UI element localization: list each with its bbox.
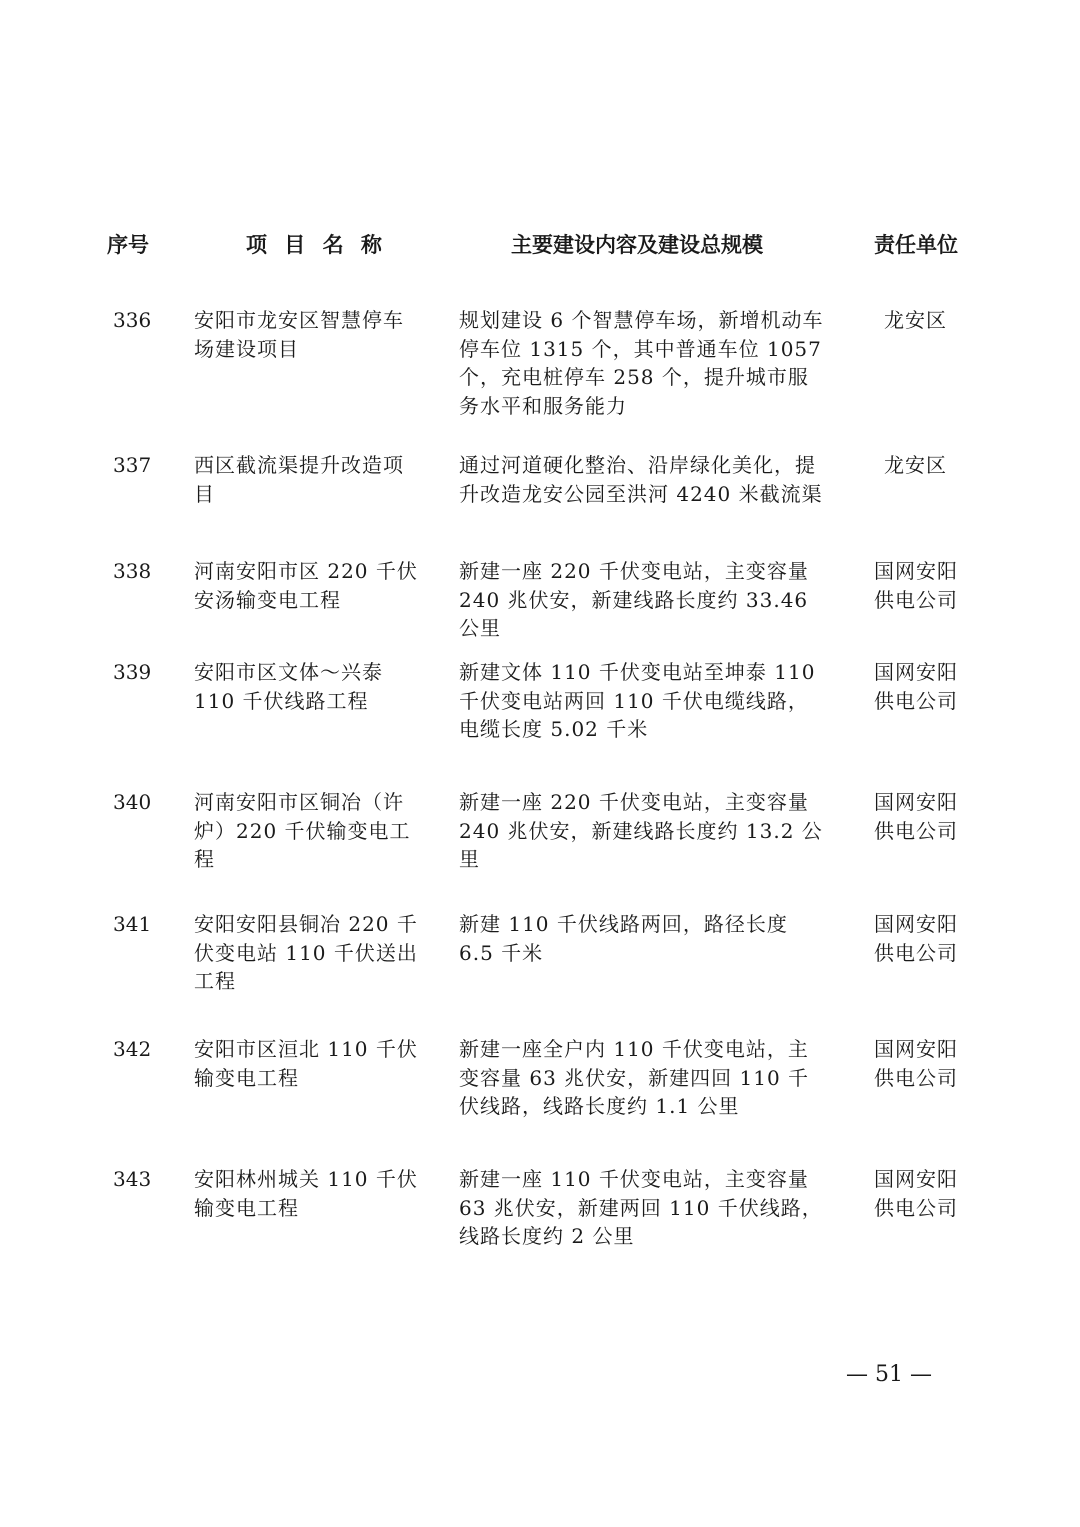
- row-construction-content: 新建一座全户内 110 千伏变电站，主变容量 63 兆伏安，新建四回 110 千伏线路，线路长度约 1.1 公里: [459, 1037, 810, 1118]
- row-serial-number: 338: [113, 559, 152, 583]
- row-project-name: 安阳林州城关 110 千伏输变电工程: [194, 1167, 418, 1220]
- row-construction-content: 通过河道硬化整治、沿岸绿化美化，提升改造龙安公园至洪河 4240 米截流渠: [459, 453, 823, 506]
- row-responsible-unit: 国网安阳供电公司: [874, 1167, 958, 1220]
- row-serial-number: 336: [113, 308, 152, 332]
- row-responsible-unit: 国网安阳供电公司: [874, 660, 958, 713]
- row-project-name: 西区截流渠提升改造项目: [194, 453, 404, 506]
- row-responsible-unit: 龙安区: [884, 453, 947, 477]
- row-project-name: 安阳市区洹北 110 千伏输变电工程: [194, 1037, 418, 1090]
- table-header: [0, 228, 1080, 262]
- row-construction-content: 新建一座 220 千伏变电站，主变容量 240 兆伏安，新建线路长度约 13.2 公里: [459, 790, 823, 871]
- header-responsible-unit: 责任单位: [874, 233, 958, 257]
- row-project-name: 安阳市区文体～兴泰 110 千伏线路工程: [194, 660, 383, 713]
- row-responsible-unit: 国网安阳供电公司: [874, 790, 958, 843]
- row-serial-number: 341: [113, 912, 152, 936]
- row-project-name: 河南安阳市区 220 千伏安汤输变电工程: [194, 559, 418, 612]
- row-construction-content: 规划建设 6 个智慧停车场，新增机动车停车位 1315 个，其中普通车位 1057 个，充电桩停车 258 个，提升城市服务水平和服务能力: [459, 308, 824, 418]
- header-serial-number: 序号: [107, 233, 149, 257]
- row-serial-number: 343: [113, 1167, 152, 1191]
- header-project-name: 项 目 名 称: [246, 233, 387, 257]
- row-project-name: 河南安阳市区铜冶（许炉）220 千伏输变电工程: [194, 790, 411, 871]
- row-construction-content: 新建文体 110 千伏变电站至坤泰 110 千伏变电站两回 110 千伏电缆线路，电缆长度 5.02 千米: [459, 660, 816, 741]
- row-project-name: 安阳安阳县铜冶 220 千伏变电站 110 千伏送出工程: [194, 912, 418, 993]
- row-construction-content: 新建一座 110 千伏变电站，主变容量 63 兆伏安，新建两回 110 千伏线路，线路长度约 2 公里: [459, 1167, 823, 1248]
- row-serial-number: 339: [113, 660, 152, 684]
- row-project-name: 安阳市龙安区智慧停车场建设项目: [194, 308, 404, 361]
- header-construction-content: 主要建设内容及建设总规模: [511, 233, 763, 257]
- row-serial-number: 342: [113, 1037, 152, 1061]
- row-responsible-unit: 国网安阳供电公司: [874, 1037, 958, 1090]
- row-responsible-unit: 国网安阳供电公司: [874, 559, 958, 612]
- row-serial-number: 337: [113, 453, 152, 477]
- row-responsible-unit: 龙安区: [884, 308, 947, 332]
- row-responsible-unit: 国网安阳供电公司: [874, 912, 958, 965]
- row-serial-number: 340: [113, 790, 152, 814]
- row-construction-content: 新建一座 220 千伏变电站，主变容量 240 兆伏安，新建线路长度约 33.46 公里: [459, 559, 809, 640]
- row-construction-content: 新建 110 千伏线路两回，路径长度 6.5 千米: [459, 912, 788, 965]
- page-number: — 51 —: [846, 1362, 932, 1387]
